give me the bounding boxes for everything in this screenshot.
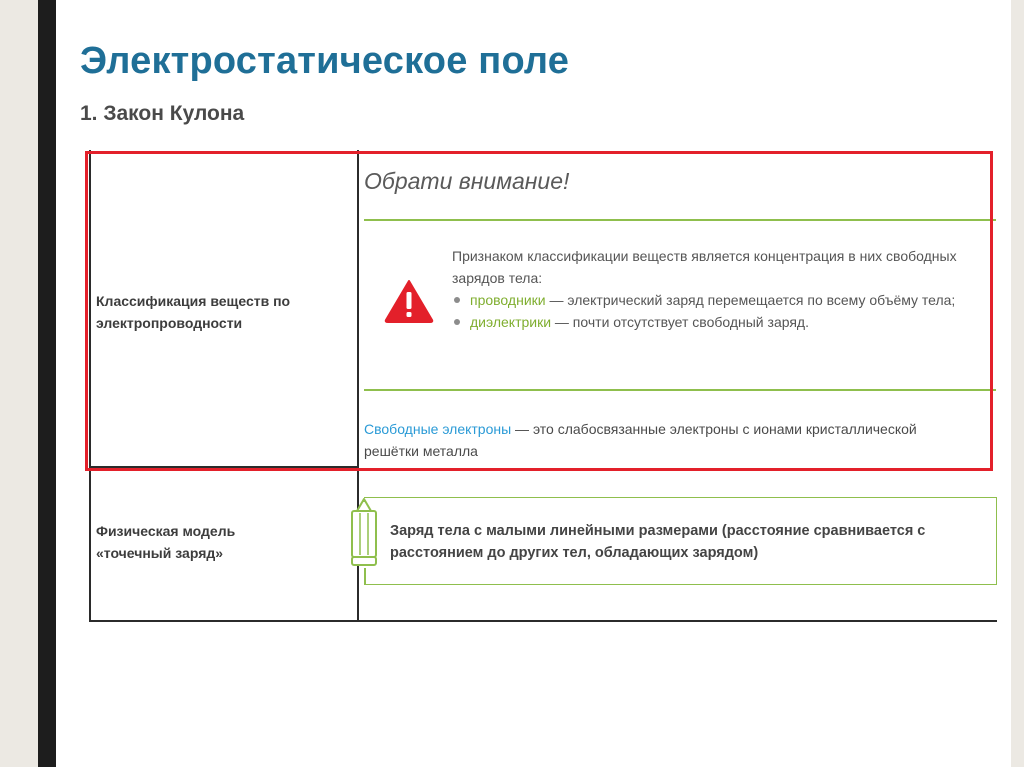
pencil-icon xyxy=(346,497,382,569)
notice-intro: Признаком классификации веществ является концентрация в них свободных зарядов тела: xyxy=(452,248,957,286)
row-label-line2: «точечный заряд» xyxy=(96,545,224,561)
term-dielectrics-text: — почти отсутствует свободный заряд. xyxy=(551,314,809,330)
table-bottom-border xyxy=(89,620,997,622)
model-box-edge xyxy=(364,568,366,584)
slide-title: Электростатическое поле xyxy=(80,40,570,82)
row-label-classification: Классификация веществ по электропроводности xyxy=(96,293,291,331)
row-label-point-charge xyxy=(96,520,346,564)
notice-title: Обрати внимание! xyxy=(364,168,570,194)
model-text: Заряд тела с малыми линейными размерами (расстояние сравнивается с расстоянием до других тел, обладающих зарядом) xyxy=(390,523,926,561)
slide-subtitle: 1. Закон Кулона xyxy=(80,102,245,125)
definition-text: — это слабосвязанные электроны с ионами кристаллической решётки металла xyxy=(364,421,917,459)
row-label-line1: Физическая модель xyxy=(96,523,236,539)
left-accent-bar xyxy=(38,0,56,767)
term-dielectrics: диэлектрики xyxy=(470,314,552,330)
highlight-frame xyxy=(85,151,993,471)
term-conductors-text: — электрический заряд перемещается по всему объёму тела; xyxy=(545,292,956,308)
term-conductors: проводники xyxy=(470,292,546,308)
term-free-electrons: Свободные электроны xyxy=(364,421,512,437)
